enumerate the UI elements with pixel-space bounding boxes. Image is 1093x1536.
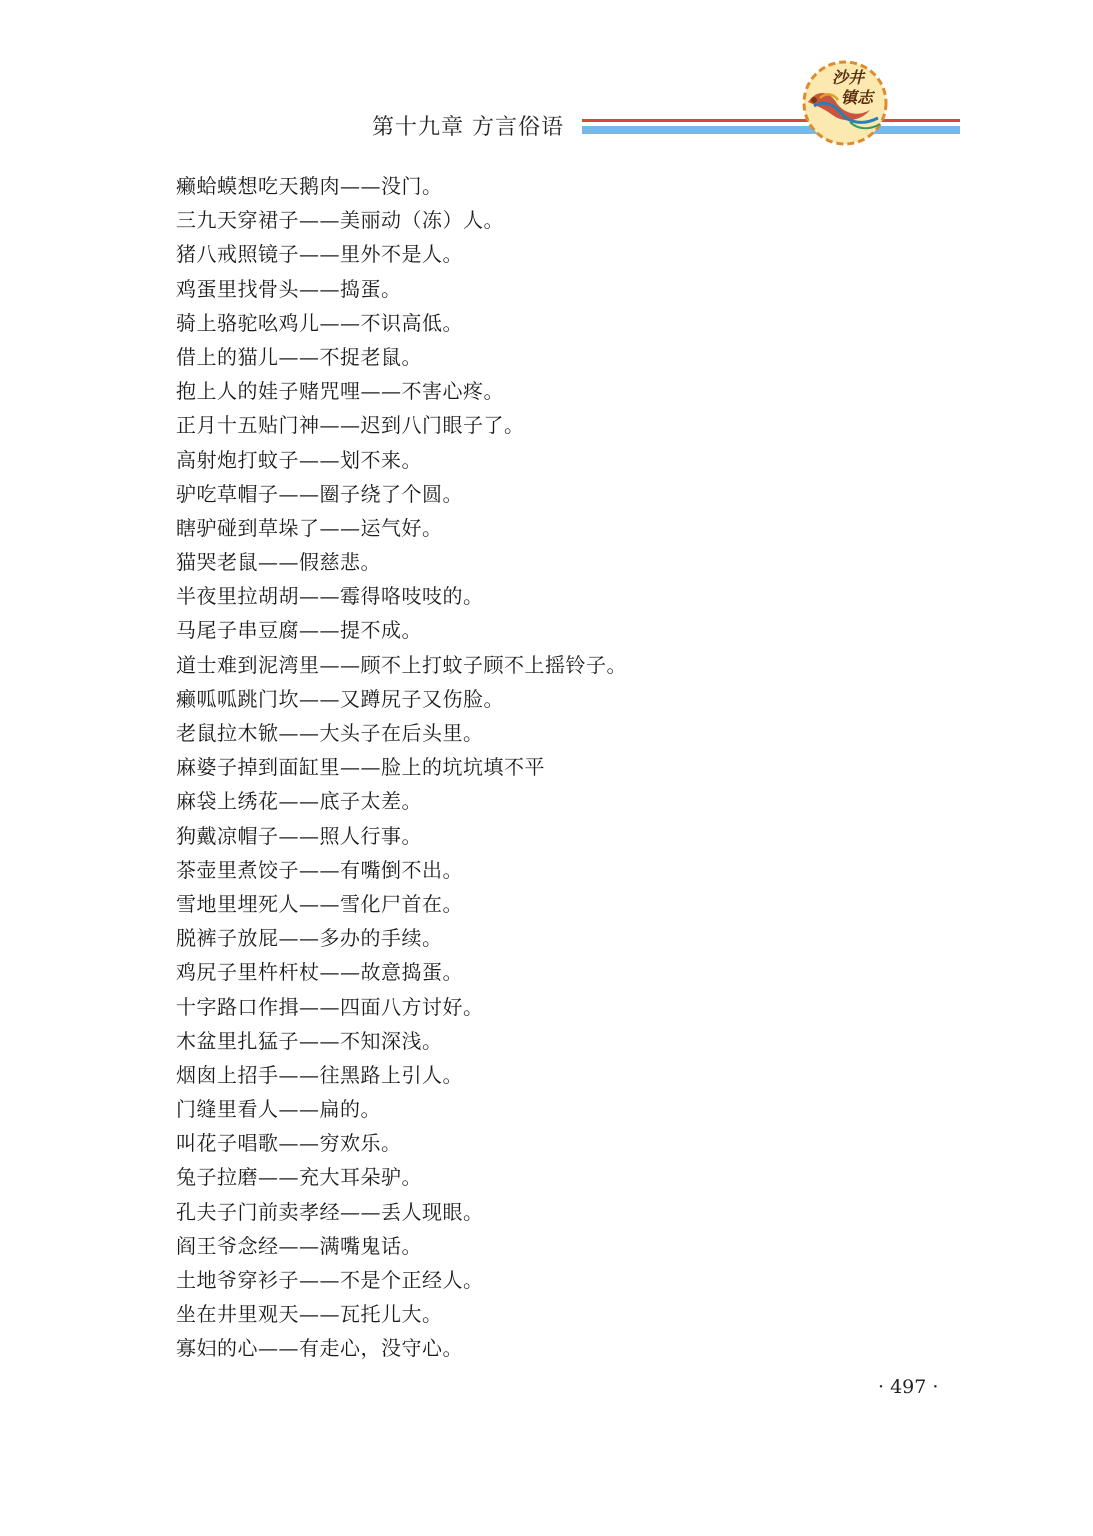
proverb-line: 瞎驴碰到草垛了——运气好。 — [176, 515, 443, 540]
proverb-line: 寡妇的心——有走心，没守心。 — [176, 1336, 463, 1361]
header-red-rule — [582, 119, 960, 122]
proverb-line: 麻婆子掉到面缸里——脸上的坑坑填不平 — [176, 755, 545, 780]
proverb-line: 抱上人的娃子赌咒哩——不害心疼。 — [176, 379, 504, 404]
proverb-line: 骑上骆驼吆鸡儿——不识高低。 — [176, 310, 463, 335]
proverb-line: 借上的猫儿——不捉老鼠。 — [176, 344, 422, 369]
proverb-line: 阎王爷念经——满嘴鬼话。 — [176, 1233, 422, 1258]
proverb-line: 脱裤子放屁——多办的手续。 — [176, 926, 443, 951]
proverb-line: 麻袋上绣花——底子太差。 — [176, 789, 422, 814]
proverb-line: 坐在井里观天——瓦托儿大。 — [176, 1302, 443, 1327]
proverb-line: 猫哭老鼠——假慈悲。 — [176, 550, 381, 575]
proverb-line: 门缝里看人——扁的。 — [176, 1097, 381, 1122]
proverb-line: 老鼠拉木锨——大头子在后头里。 — [176, 721, 484, 745]
proverb-line: 癞呱呱跳门坎——又蹲尻子又伤脸。 — [176, 686, 504, 711]
proverb-line: 猪八戒照镜子——里外不是人。 — [176, 242, 463, 267]
proverb-line: 半夜里拉胡胡——霉得咯吱吱的。 — [176, 584, 484, 609]
proverb-line: 叫花子唱歌——穷欢乐。 — [176, 1131, 402, 1156]
proverb-line: 鸡蛋里找骨头——捣蛋。 — [176, 276, 402, 301]
proverb-list — [176, 169, 996, 1366]
seal-line-2: 镇志 — [840, 88, 873, 107]
chapter-title: 第十九章 方言俗语 — [372, 115, 564, 140]
proverb-line: 驴吃草帽子——圈子绕了个圆。 — [176, 481, 463, 506]
proverb-line: 烟囱上招手——往黑路上引人。 — [176, 1062, 463, 1087]
proverb-line: 兔子拉磨——充大耳朵驴。 — [176, 1165, 422, 1190]
proverb-line: 土地爷穿衫子——不是个正经人。 — [176, 1268, 484, 1292]
header-blue-rule — [582, 126, 960, 134]
seal-text — [818, 68, 878, 108]
proverb-line: 鸡尻子里杵杆杖——故意捣蛋。 — [176, 960, 463, 985]
proverb-line: 癞蛤蟆想吃天鹅肉——没门。 — [176, 174, 443, 198]
proverb-line: 高射炮打蚊子——划不来。 — [176, 447, 422, 472]
proverb-line: 道士难到泥湾里——顾不上打蚊子顾不上摇铃子。 — [176, 652, 627, 677]
proverb-line: 孔夫子门前卖孝经——丢人现眼。 — [176, 1199, 484, 1224]
proverb-line: 雪地里埋死人——雪化尸首在。 — [176, 891, 463, 916]
page-number: · 497 · — [878, 1376, 939, 1398]
proverb-line: 狗戴凉帽子——照人行事。 — [176, 823, 422, 848]
proverb-line: 十字路口作揖——四面八方讨好。 — [176, 994, 484, 1019]
page-header — [0, 0, 1093, 150]
proverb-line: 马尾子串豆腐——提不成。 — [176, 618, 422, 643]
proverb-line: 正月十五贴门神——迟到八门眼子了。 — [176, 413, 525, 438]
proverb-line: 三九天穿裙子——美丽动（冻）人。 — [176, 208, 504, 233]
proverb-line: 木盆里扎猛子——不知深浅。 — [176, 1028, 443, 1053]
seal-line-1: 沙井 — [831, 68, 864, 87]
proverb-line: 茶壶里煮饺子——有嘴倒不出。 — [176, 857, 463, 882]
